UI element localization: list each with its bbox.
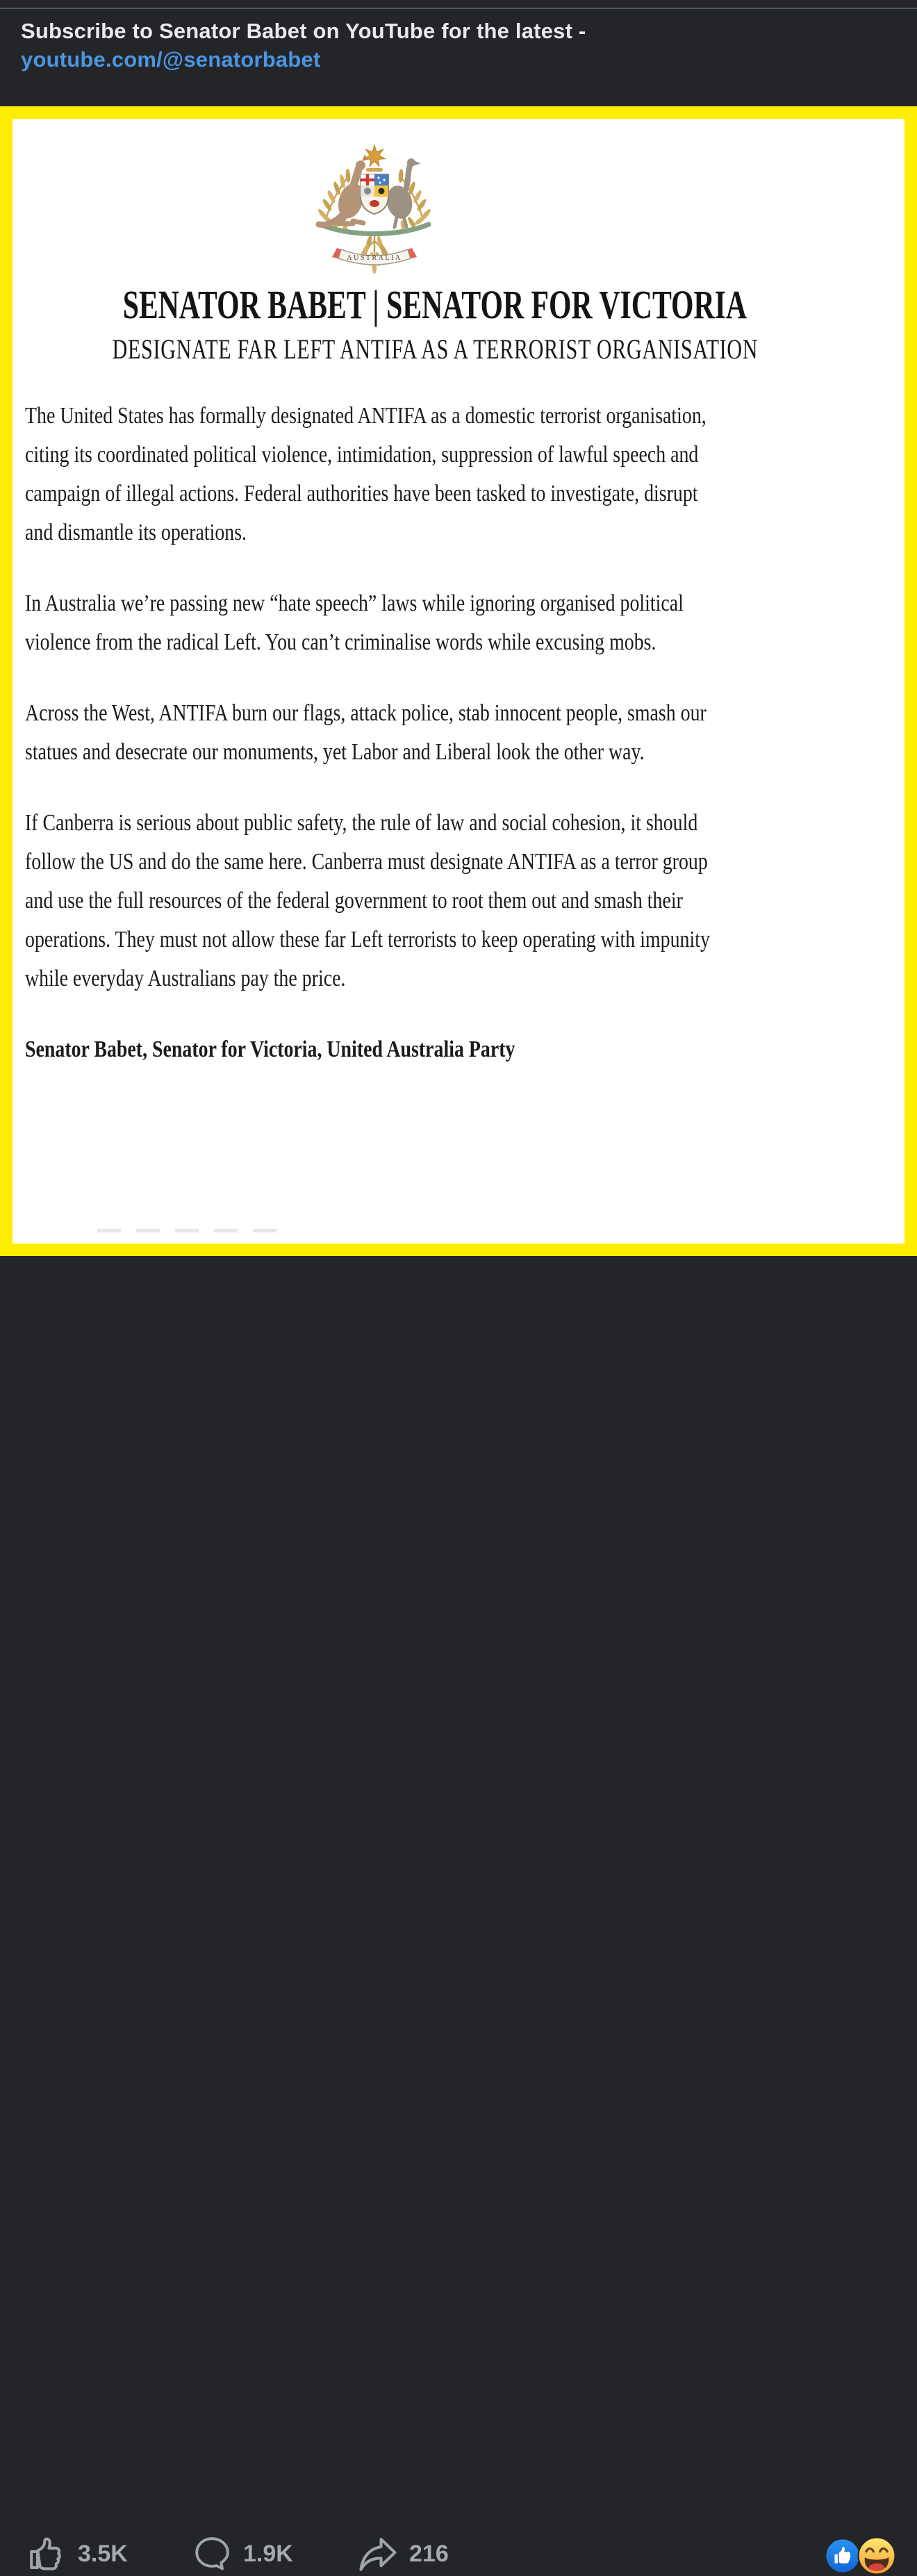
flyer-paragraph-1: The United States has formally designated ANTIFA as a domestic terrorist organisation, citing its coordinated political violence, intimidation, suppression of lawful speech and campaign of illegal actions. Federal authorities have been tasked to investigate, disrupt and dismantle its operations. — [25, 403, 707, 545]
flyer-subtitle: DESIGNATE FAR LEFT ANTIFA AS A TERRORIST ORGANISATION — [112, 333, 759, 365]
divider — [0, 8, 917, 9]
australian-coat-of-arms-icon — [301, 133, 448, 273]
emblem-scroll-text: AUSTRALIA — [346, 254, 402, 262]
share-count: 216 — [409, 2540, 449, 2567]
caption-text: Subscribe to Senator Babet on YouTube for the latest - — [21, 19, 586, 43]
flyer-page — [13, 119, 904, 1244]
thumbs-up-icon — [26, 2534, 67, 2574]
flyer-paragraph-2: In Australia we’re passing new “hate speech” laws while ignoring organised political violence from the radical Left. You can’t criminalise words while excusing mobs. — [25, 591, 684, 655]
post-caption — [21, 17, 899, 74]
haha-reaction-icon — [857, 2536, 896, 2575]
flyer-body — [25, 397, 723, 1069]
caption-link[interactable]: youtube.com/@senatorbabet — [21, 47, 321, 72]
cropped-footer-remnant — [97, 1229, 285, 1232]
like-count: 3.5K — [78, 2540, 128, 2567]
flyer-signature: Senator Babet, Senator for Victoria, United Australia Party — [25, 1037, 515, 1062]
like-button[interactable] — [26, 2532, 128, 2576]
like-reaction-icon — [825, 2538, 861, 2574]
flyer-paragraph-4: If Canberra is serious about public safety, the rule of law and social cohesion, it should follow the US and do the same here. Canberra must designate ANTIFA as a terror group and use the full resources of the federal government to root them out and smash their operations. They must not allow these far Left terrorists to keep operating with impunity while everyday Australians pay the price. — [25, 810, 710, 991]
flyer-content — [25, 133, 759, 1069]
share-button[interactable] — [358, 2532, 449, 2576]
flyer-paragraph-3: Across the West, ANTIFA burn our flags, attack police, stab innocent people, smash our statues and desecrate our monuments, yet Labor and Liberal look the other way. — [25, 700, 707, 765]
flyer-title: SENATOR BABET | SENATOR FOR VICTORIA — [122, 282, 747, 327]
comment-button[interactable] — [193, 2532, 293, 2576]
share-icon — [358, 2534, 398, 2574]
reaction-badges[interactable] — [825, 2536, 896, 2575]
comment-count: 1.9K — [243, 2540, 293, 2567]
comment-icon — [193, 2534, 232, 2573]
engagement-bar — [0, 1256, 917, 2567]
post-image[interactable] — [0, 106, 917, 1256]
